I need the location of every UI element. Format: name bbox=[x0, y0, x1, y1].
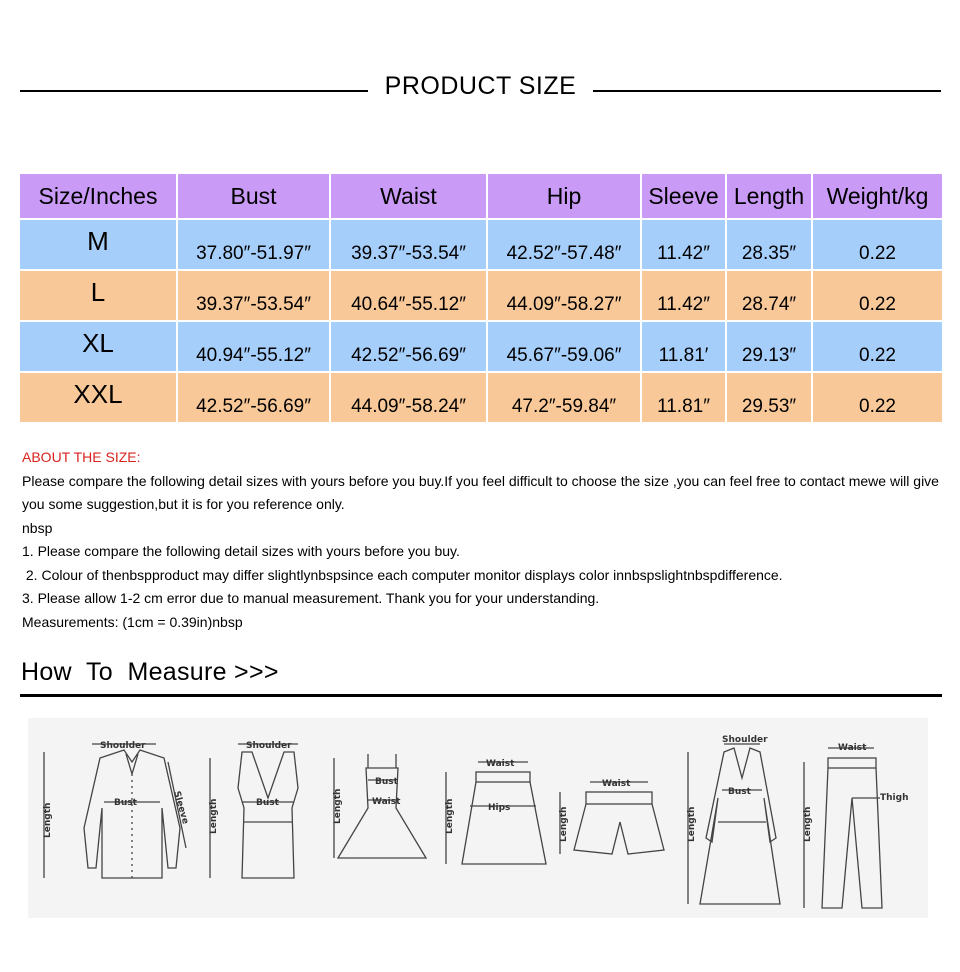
bust-label: Bust bbox=[114, 798, 137, 808]
bust-label: Bust bbox=[728, 787, 751, 797]
waist-label: Waist bbox=[602, 779, 631, 789]
table-row bbox=[19, 219, 943, 270]
size-table bbox=[18, 172, 944, 424]
about-line: Please compare the following detail sizes with yours before you buy.If you feel difficult to choose the size ,you can feel free to contact mewe will give you some suggestion,but it is for you reference only. bbox=[22, 472, 939, 512]
coat-measure-icon bbox=[687, 735, 780, 904]
weight-cell: 0.22 bbox=[812, 321, 943, 372]
column-header: Sleeve bbox=[641, 173, 726, 219]
bust-cell: 39.37″-53.54″ bbox=[177, 270, 330, 321]
weight-cell: 0.22 bbox=[812, 270, 943, 321]
waist-cell: 40.64″-55.12″ bbox=[330, 270, 487, 321]
column-header: Hip bbox=[487, 173, 641, 219]
pants-measure-icon bbox=[803, 743, 908, 908]
length-label: Length bbox=[687, 806, 697, 842]
waist-label: Waist bbox=[838, 743, 867, 753]
how-to-measure-divider bbox=[20, 694, 942, 697]
hip-cell: 45.67″-59.06″ bbox=[487, 321, 641, 372]
size-cell: XL bbox=[19, 321, 177, 372]
skirt-measure-icon bbox=[445, 759, 546, 864]
weight-cell: 0.22 bbox=[812, 219, 943, 270]
sleeve-cell: 11.42″ bbox=[641, 219, 726, 270]
length-label: Length bbox=[803, 806, 813, 842]
length-label: Length bbox=[445, 798, 455, 834]
about-line: nbsp bbox=[22, 519, 53, 536]
column-header: Bust bbox=[177, 173, 330, 219]
about-line: 2. Colour of thenbspproduct may differ slightlynbspsince each computer monitor displays color innbspslightnbspdifference. bbox=[22, 566, 783, 583]
sleeve-cell: 11.81″ bbox=[641, 372, 726, 423]
length-label: Length bbox=[43, 802, 53, 838]
tank-top-measure-icon bbox=[209, 741, 298, 878]
table-row bbox=[19, 270, 943, 321]
about-line: Measurements: (1cm = 0.39in)nbsp bbox=[22, 613, 243, 630]
shorts-measure-icon bbox=[559, 779, 664, 854]
size-cell: XXL bbox=[19, 372, 177, 423]
waist-cell: 39.37″-53.54″ bbox=[330, 219, 487, 270]
hip-cell: 47.2″-59.84″ bbox=[487, 372, 641, 423]
title-divider-right bbox=[593, 90, 941, 92]
about-size-section bbox=[22, 446, 942, 634]
shoulder-label: Shoulder bbox=[722, 735, 768, 745]
shoulder-label: Shoulder bbox=[100, 741, 146, 751]
how-to-measure-title: How To Measure >>> bbox=[21, 658, 279, 686]
table-header-row bbox=[19, 173, 943, 219]
weight-cell: 0.22 bbox=[812, 372, 943, 423]
length-cell: 28.35″ bbox=[726, 219, 812, 270]
about-size-heading: ABOUT THE SIZE: bbox=[22, 449, 141, 465]
measure-illustrations bbox=[28, 718, 928, 918]
bust-label: Bust bbox=[375, 777, 398, 787]
shoulder-label: Shoulder bbox=[246, 741, 292, 751]
bust-cell: 40.94″-55.12″ bbox=[177, 321, 330, 372]
bust-cell: 37.80″-51.97″ bbox=[177, 219, 330, 270]
product-size-header bbox=[0, 72, 960, 108]
column-header: Waist bbox=[330, 173, 487, 219]
waist-label: Waist bbox=[372, 797, 401, 807]
thigh-label: Thigh bbox=[880, 793, 909, 803]
length-label: Length bbox=[209, 798, 219, 834]
column-header: Weight/kg bbox=[812, 173, 943, 219]
length-cell: 28.74″ bbox=[726, 270, 812, 321]
waist-cell: 44.09″-58.24″ bbox=[330, 372, 487, 423]
sleeve-cell: 11.42″ bbox=[641, 270, 726, 321]
length-cell: 29.13″ bbox=[726, 321, 812, 372]
table-row bbox=[19, 372, 943, 423]
size-cell: M bbox=[19, 219, 177, 270]
waist-label: Waist bbox=[486, 759, 515, 769]
length-cell: 29.53″ bbox=[726, 372, 812, 423]
size-cell: L bbox=[19, 270, 177, 321]
length-label: Length bbox=[333, 788, 343, 824]
sleeve-label: Sleeve bbox=[171, 790, 191, 826]
shirt-measure-icon bbox=[43, 741, 190, 878]
hips-label: Hips bbox=[488, 803, 511, 813]
bust-label: Bust bbox=[256, 798, 279, 808]
length-label: Length bbox=[559, 806, 569, 842]
about-line: 3. Please allow 1-2 cm error due to manual measurement. Thank you for your understanding. bbox=[22, 590, 600, 606]
bust-cell: 42.52″-56.69″ bbox=[177, 372, 330, 423]
about-line: 1. Please compare the following detail sizes with yours before you buy. bbox=[22, 543, 460, 559]
column-header: Size/Inches bbox=[19, 173, 177, 219]
column-header: Length bbox=[726, 173, 812, 219]
table-row bbox=[19, 321, 943, 372]
hip-cell: 42.52″-57.48″ bbox=[487, 219, 641, 270]
waist-cell: 42.52″-56.69″ bbox=[330, 321, 487, 372]
page-title: PRODUCT SIZE bbox=[384, 72, 577, 100]
hip-cell: 44.09″-58.27″ bbox=[487, 270, 641, 321]
dress-measure-icon bbox=[333, 754, 426, 858]
title-divider-left bbox=[20, 90, 368, 92]
sleeve-cell: 11.81′ bbox=[641, 321, 726, 372]
